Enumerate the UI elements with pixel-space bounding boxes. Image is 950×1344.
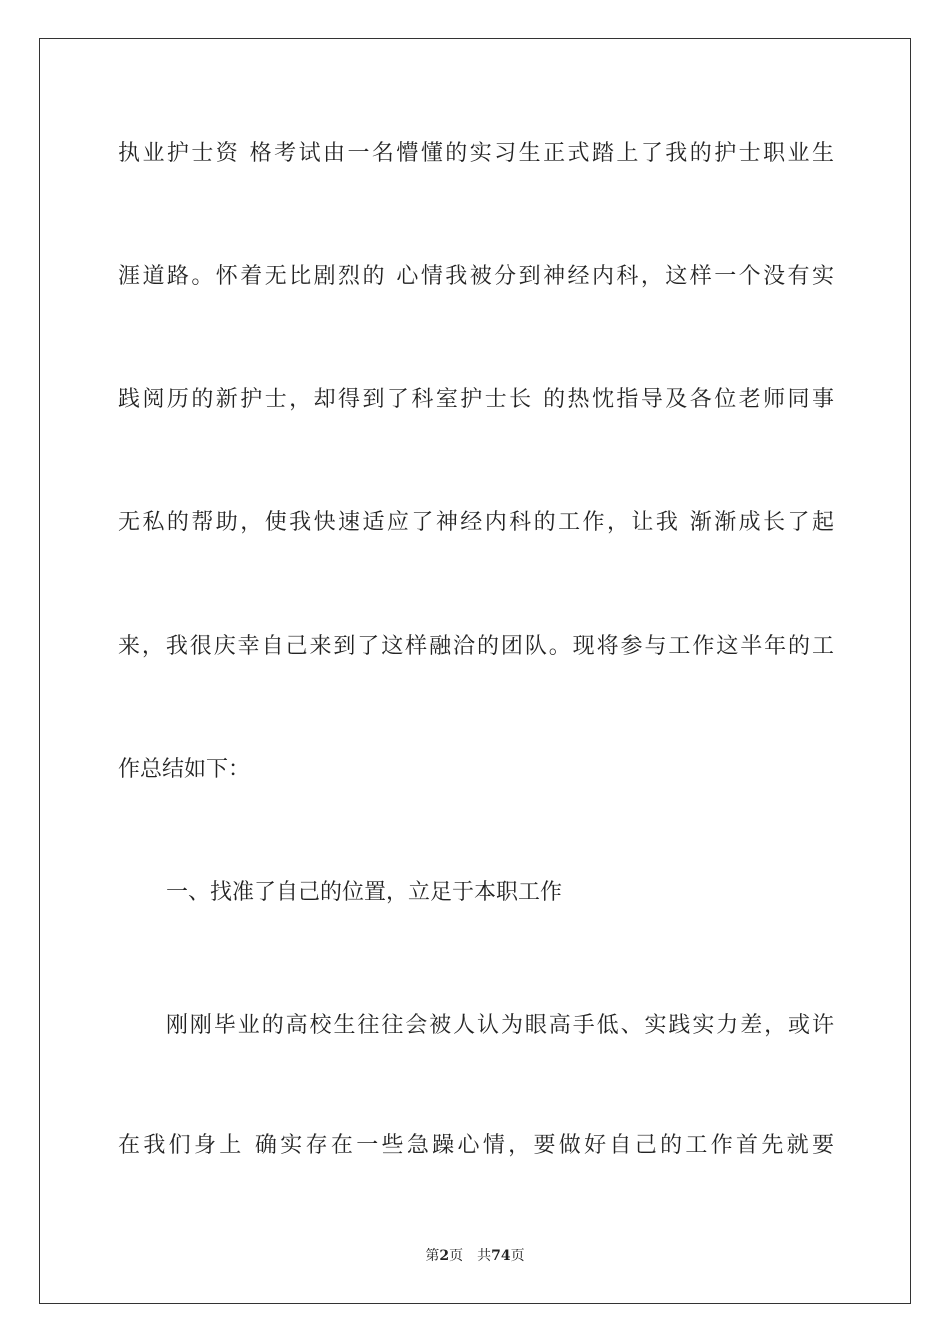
total-prefix: 共 (477, 1248, 492, 1264)
page-suffix: 页 (449, 1248, 464, 1264)
page-number: 2 (439, 1248, 450, 1264)
section-heading: 一、找准了自己的位置，立足于本职工作 (166, 880, 563, 905)
body-line-2: 涯道路。怀着无比剧烈的 心情我被分到神经内科，这样一个没有实 (118, 264, 834, 289)
body-line-6: 作总结如下： (118, 757, 251, 782)
page-prefix: 第 (425, 1248, 440, 1264)
page-footer (0, 1247, 950, 1265)
body-line-4: 无私的帮助，使我快速适应了神经内科的工作，让我 渐渐成长了起 (118, 510, 834, 535)
body-line-5: 来，我很庆幸自己来到了这样融洽的团队。现将参与工作这半年的工 (118, 634, 834, 659)
body-line-8: 刚刚毕业的高校生往往会被人认为眼高手低、实践实力差，或许 (166, 1013, 834, 1038)
total-pages: 74 (491, 1248, 511, 1264)
page-frame (39, 38, 911, 1304)
total-suffix: 页 (510, 1248, 525, 1264)
body-line-3: 践阅历的新护士，却得到了科室护士长 的热忱指导及各位老师同事 (118, 387, 834, 412)
body-line-9: 在我们身上 确实存在一些急躁心情，要做好自己的工作首先就要 (118, 1133, 834, 1158)
body-line-1: 执业护士资 格考试由一名懵懂的实习生正式踏上了我的护士职业生 (118, 141, 834, 166)
